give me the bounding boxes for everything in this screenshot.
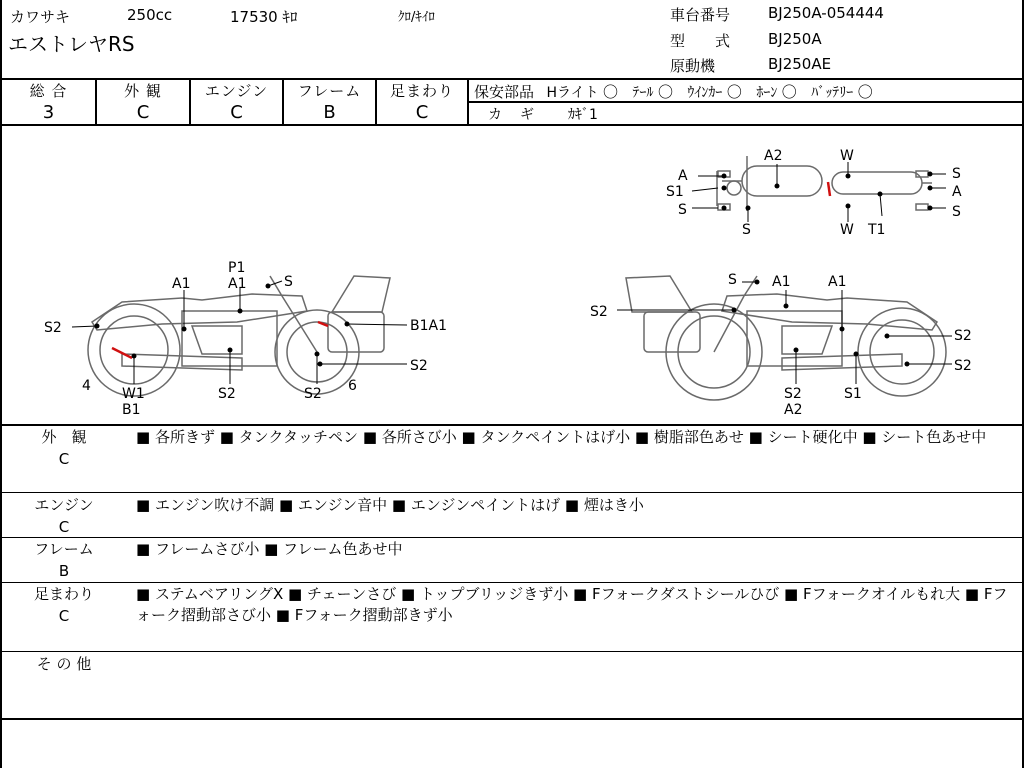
label-right: A2 xyxy=(784,402,803,418)
chassis-label: 車台番号 xyxy=(670,6,731,24)
divider xyxy=(2,718,1022,720)
label-right: S2 xyxy=(590,304,608,320)
divider xyxy=(2,492,1022,493)
label-left: A1 xyxy=(228,276,247,292)
label-top: S xyxy=(952,204,961,220)
safety-battery-mark: 〇 xyxy=(857,83,873,101)
key-label: カ ギ xyxy=(488,107,536,123)
divider xyxy=(2,424,1022,426)
chassis-value: BJ250A-054444 xyxy=(768,4,884,22)
label-left: S2 xyxy=(410,358,428,374)
label-left: B1A1 xyxy=(410,318,447,334)
displacement: 250cc xyxy=(127,6,173,24)
label-top: S xyxy=(742,222,751,238)
divider xyxy=(2,582,1022,583)
label-left: P1 xyxy=(228,260,246,276)
safety-winker-mark: 〇 xyxy=(726,83,742,101)
safety-tail-mark: 〇 xyxy=(657,83,673,101)
label-top: S xyxy=(952,166,961,182)
label-top: S xyxy=(678,202,687,218)
label-left: S xyxy=(284,274,293,290)
section-engine-label: エンジン C xyxy=(34,496,94,536)
label-top: A xyxy=(678,168,688,184)
leader-lines xyxy=(72,162,952,384)
label-top: W xyxy=(840,222,854,238)
key-value: ｶｷﾞ1 xyxy=(568,107,598,123)
label-left: 6 xyxy=(348,378,357,394)
grade-exterior: 外 観 C xyxy=(124,82,162,123)
label-right: S xyxy=(728,272,737,288)
label-left: A1 xyxy=(172,276,191,292)
section-frame-text: ■ フレームさび小 ■ フレーム色あせ中 xyxy=(136,540,403,558)
label-right: S2 xyxy=(784,386,802,402)
safety-tail-label: ﾃｰﾙ xyxy=(632,85,654,101)
grade-frame: フレーム B xyxy=(297,82,362,123)
grade-suspension: 足まわり C xyxy=(389,82,454,123)
mileage: 17530 ｷﾛ xyxy=(230,8,298,26)
label-left: W1 xyxy=(122,386,145,402)
bike-top-view xyxy=(717,156,932,211)
section-suspension-label: 足まわり C xyxy=(33,585,94,625)
label-top: W xyxy=(840,148,854,164)
label-top: S1 xyxy=(666,184,684,200)
label-left: 4 xyxy=(82,378,91,394)
safety-horn-label: ﾎｰﾝ xyxy=(756,85,778,101)
safety-winker-label: ｳｲﾝｶｰ xyxy=(687,85,723,101)
color: ｸﾛ/ｷｲﾛ xyxy=(398,10,435,25)
safety-parts xyxy=(474,81,873,102)
divider xyxy=(2,537,1022,538)
type-value: BJ250A xyxy=(768,30,822,48)
label-right: S1 xyxy=(844,386,862,402)
safety-battery-label: ﾊﾞｯﾃﾘｰ xyxy=(811,85,854,101)
point-markers xyxy=(95,172,933,367)
label-left: S2 xyxy=(304,386,322,402)
section-other-label: そ の 他 xyxy=(36,655,92,673)
engine-label: 原動機 xyxy=(670,57,716,75)
label-top: T1 xyxy=(868,222,886,238)
grade-engine: エンジン C xyxy=(204,82,269,123)
safety-headlight-label: Hライト xyxy=(546,85,599,101)
label-top: A xyxy=(952,184,962,200)
label-right: S2 xyxy=(954,358,972,374)
grade-overall: 総 合 3 xyxy=(29,82,68,123)
section-suspension-text: ■ ステムベアリングX ■ チェーンさび ■ トップブリッジきず小 ■ Fフォークダストシールひび ■ Fフォークオイルもれ大 ■ Fフォーク摺動部さび小 ■ Fフォーク摺動部きず小 xyxy=(136,585,1008,624)
maker: カワサキ xyxy=(10,8,71,26)
label-top: A2 xyxy=(764,148,783,164)
damage-diagram xyxy=(2,126,1022,424)
divider xyxy=(2,651,1022,652)
label-left: B1 xyxy=(122,402,141,418)
type-label: 型 式 xyxy=(670,32,731,50)
safety-title: 保安部品 xyxy=(474,83,535,101)
label-right: S2 xyxy=(954,328,972,344)
label-left: S2 xyxy=(44,320,62,336)
safety-headlight-mark: 〇 xyxy=(603,83,619,101)
model-name: エストレヤRS xyxy=(8,32,135,56)
label-right: A1 xyxy=(828,274,847,290)
safety-horn-mark: 〇 xyxy=(781,83,797,101)
label-left: S2 xyxy=(218,386,236,402)
label-right: A1 xyxy=(772,274,791,290)
engine-value: BJ250AE xyxy=(768,55,832,73)
section-exterior-label: 外 観 C xyxy=(41,428,87,468)
section-exterior-text: ■ 各所きず ■ タンクタッチペン ■ 各所さび小 ■ タンクペイントはげ小 ■ 樹脂部色あせ ■ シート硬化中 ■ シート色あせ中 xyxy=(136,428,987,446)
section-frame-label: フレーム B xyxy=(34,540,94,580)
section-engine-text: ■ エンジン吹け不調 ■ エンジン音中 ■ エンジンペイントはげ ■ 煙はき小 xyxy=(136,496,644,514)
bike-left-view xyxy=(88,276,390,396)
